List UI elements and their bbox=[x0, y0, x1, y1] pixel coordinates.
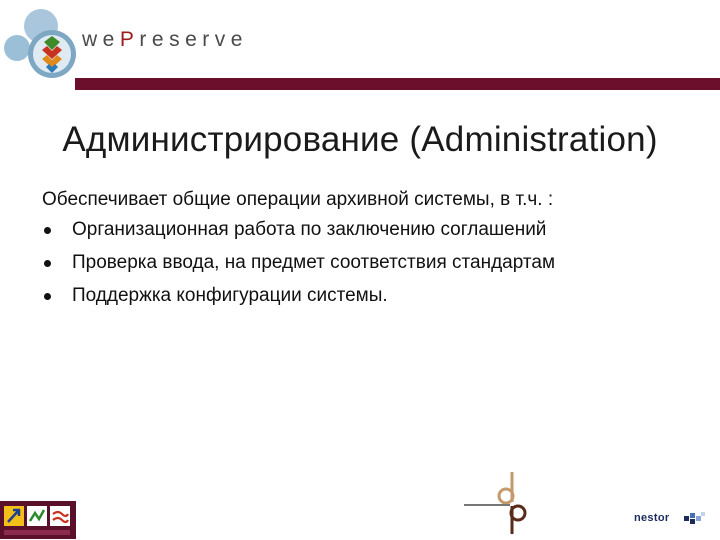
bullet-item bbox=[42, 284, 692, 308]
intro-text: Обеспечивает общие операции архивной системы, в т.ч. : bbox=[42, 189, 554, 210]
bullet-item bbox=[42, 251, 692, 275]
bullet-dot-icon bbox=[44, 260, 51, 267]
nestor-logo-icon: nestor bbox=[634, 512, 670, 524]
bullet-list bbox=[42, 218, 692, 308]
slide-content bbox=[42, 188, 692, 317]
bullet-dot-icon bbox=[44, 293, 51, 300]
bullet-text: Организационная работа по заключению соглашений bbox=[72, 219, 547, 240]
bullet-item bbox=[42, 218, 692, 242]
wepreserve-logo-icon bbox=[0, 4, 84, 80]
slide-title: Администрирование (Administration) bbox=[62, 120, 658, 159]
bullet-text: Проверка ввода, на предмет соответствия стандартам bbox=[72, 252, 556, 273]
nestor-squares-icon bbox=[684, 511, 706, 525]
bullet-dot-icon bbox=[44, 227, 51, 234]
logo-wordmark: wePreserve bbox=[82, 28, 248, 51]
bullet-text: Поддержка конфигурации системы. bbox=[72, 285, 388, 306]
header bbox=[0, 0, 720, 78]
partner-logo-icon bbox=[0, 501, 76, 539]
dpe-logo-icon bbox=[460, 462, 540, 538]
header-bar bbox=[75, 78, 720, 90]
